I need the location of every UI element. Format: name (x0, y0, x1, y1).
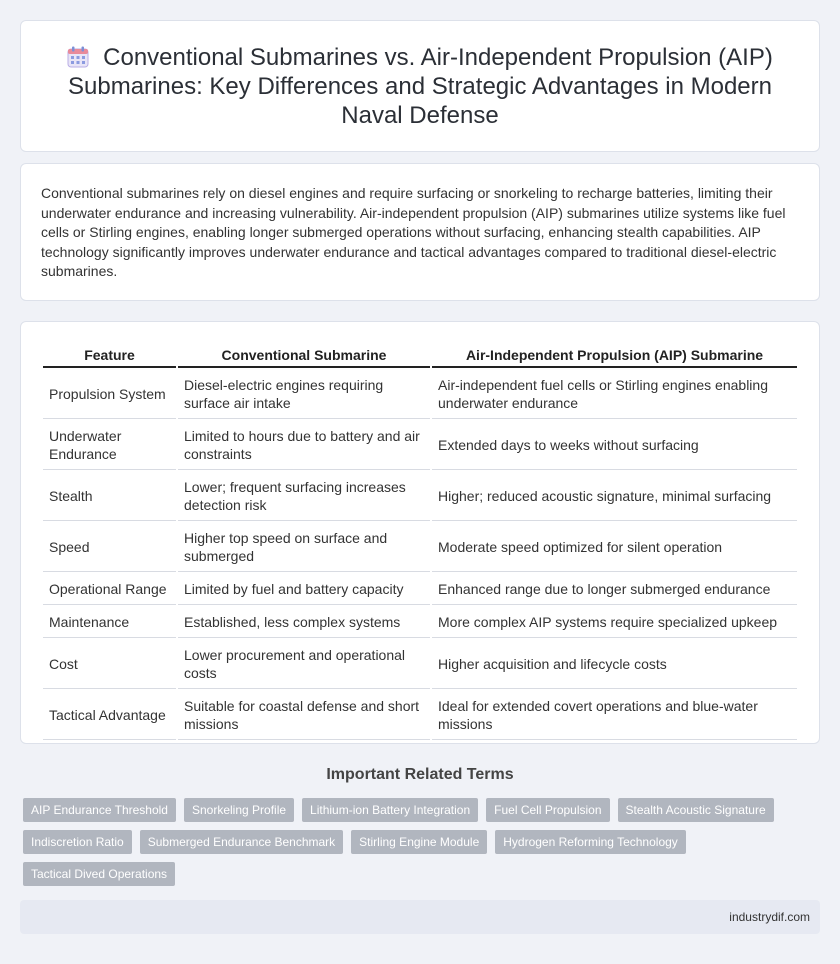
footer-site-link[interactable]: industrydif.com (729, 910, 810, 924)
cell-conventional: Limited to hours due to battery and air constraints (178, 421, 430, 470)
cell-conventional: Higher top speed on surface and submerged (178, 523, 430, 572)
comparison-table (41, 342, 799, 742)
footer (20, 900, 820, 934)
cell-conventional: Diesel-electric engines requiring surface air intake (178, 370, 430, 419)
cell-conventional: Suitable for coastal defense and short missions (178, 691, 430, 740)
intro-card (20, 163, 820, 301)
cell-conventional: Limited by fuel and battery capacity (178, 574, 430, 605)
comparison-card (20, 321, 820, 744)
tag-tactical-dived-operations[interactable]: Tactical Dived Operations (23, 862, 175, 886)
header-aip: Air-Independent Propulsion (AIP) Submarine (432, 344, 797, 368)
tag-snorkeling-profile[interactable]: Snorkeling Profile (184, 798, 294, 822)
cell-aip: Enhanced range due to longer submerged endurance (432, 574, 797, 605)
title-card (20, 20, 820, 152)
page-title-text: Conventional Submarines vs. Air-Independent Propulsion (AIP) Submarines: Key Differences and Strategic Advantages in Modern Naval Defense (68, 43, 773, 129)
table-header-row (43, 344, 797, 368)
header-feature: Feature (43, 344, 176, 368)
tag-aip-endurance-threshold[interactable]: AIP Endurance Threshold (23, 798, 176, 822)
cell-aip: Extended days to weeks without surfacing (432, 421, 797, 470)
cell-feature: Tactical Advantage (43, 691, 176, 740)
table-row (43, 370, 797, 419)
calendar-icon (67, 46, 89, 68)
tag-stealth-acoustic-signature[interactable]: Stealth Acoustic Signature (618, 798, 774, 822)
table-row (43, 523, 797, 572)
cell-feature: Speed (43, 523, 176, 572)
tag-lithium-ion-battery-integration[interactable]: Lithium-ion Battery Integration (302, 798, 478, 822)
cell-aip: Ideal for extended covert operations and blue-water missions (432, 691, 797, 740)
table-row (43, 607, 797, 638)
cell-aip: More complex AIP systems require specialized upkeep (432, 607, 797, 638)
table-row (43, 421, 797, 470)
cell-aip: Air-independent fuel cells or Stirling engines enabling underwater endurance (432, 370, 797, 419)
cell-conventional: Lower; frequent surfacing increases detection risk (178, 472, 430, 521)
related-terms-title: Important Related Terms (326, 766, 514, 783)
table-row (43, 691, 797, 740)
table-row (43, 640, 797, 689)
cell-feature: Underwater Endurance (43, 421, 176, 470)
tag-indiscretion-ratio[interactable]: Indiscretion Ratio (23, 830, 132, 854)
cell-feature: Stealth (43, 472, 176, 521)
page-title (61, 43, 779, 130)
tag-stirling-engine-module[interactable]: Stirling Engine Module (351, 830, 487, 854)
cell-conventional: Established, less complex systems (178, 607, 430, 638)
cell-feature: Propulsion System (43, 370, 176, 419)
cell-aip: Higher; reduced acoustic signature, minimal surfacing (432, 472, 797, 521)
related-terms-tags (20, 798, 820, 886)
tag-submerged-endurance-benchmark[interactable]: Submerged Endurance Benchmark (140, 830, 343, 854)
tag-fuel-cell-propulsion[interactable]: Fuel Cell Propulsion (486, 798, 609, 822)
cell-feature: Cost (43, 640, 176, 689)
cell-aip: Higher acquisition and lifecycle costs (432, 640, 797, 689)
table-row (43, 574, 797, 605)
intro-paragraph: Conventional submarines rely on diesel engines and require surfacing or snorkeling to recharge batteries, limiting their underwater endurance and increasing vulnerability. Air-independent propulsion (AIP) submarines utilize systems like fuel cells or Stirling engines, enabling longer submerged operations without surfacing, enhancing stealth capabilities. AIP technology significantly improves underwater endurance and tactical advantages compared to traditional diesel-electric submarines. (41, 185, 786, 279)
header-conventional: Conventional Submarine (178, 344, 430, 368)
cell-feature: Maintenance (43, 607, 176, 638)
cell-conventional: Lower procurement and operational costs (178, 640, 430, 689)
table-row (43, 472, 797, 521)
cell-aip: Moderate speed optimized for silent operation (432, 523, 797, 572)
cell-feature: Operational Range (43, 574, 176, 605)
tag-hydrogen-reforming-technology[interactable]: Hydrogen Reforming Technology (495, 830, 686, 854)
